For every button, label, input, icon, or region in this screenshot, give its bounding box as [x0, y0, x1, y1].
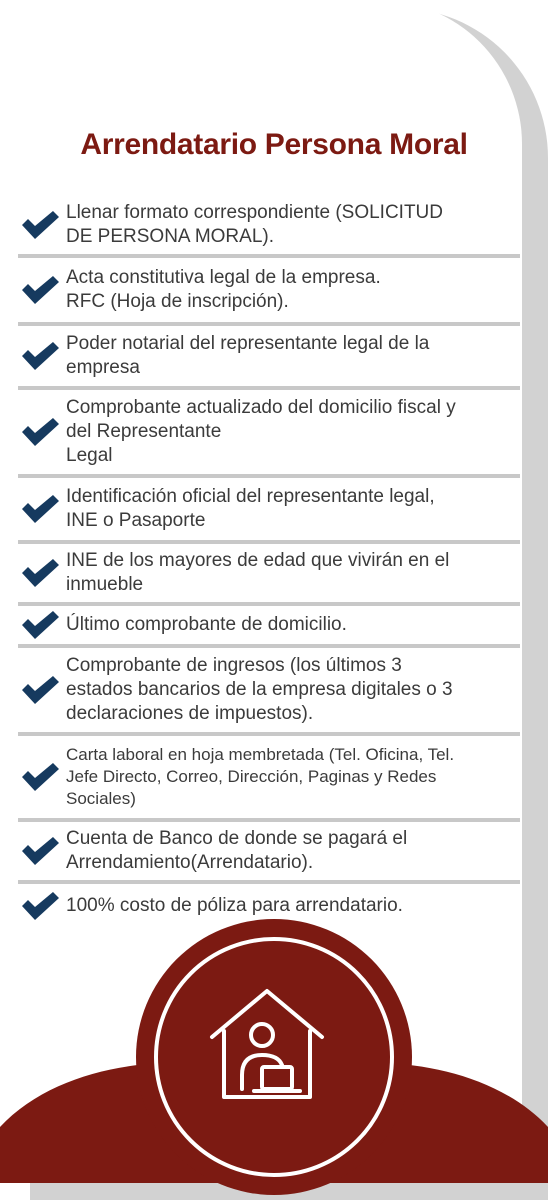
list-item [18, 478, 520, 544]
page-title: Arrendatario Persona Moral [80, 128, 468, 161]
requirement-text: Comprobante actualizado del domicilio fiscal y del Representante Legal [66, 397, 456, 466]
list-item [18, 822, 520, 884]
requirement-text: Identificación oficial del representante legal, INE o Pasaporte [66, 486, 435, 531]
checkmark-icon [20, 610, 60, 640]
requirement-text: Cuenta de Banco de donde se pagará el Arrendamiento(Arrendatario). [66, 828, 408, 873]
checkmark-icon [20, 558, 60, 588]
requirement-text: Acta constitutiva legal de la empresa. RFC (Hoja de inscripción). [66, 267, 381, 312]
requirement-text: 100% costo de póliza para arrendatario. [66, 895, 403, 916]
requirement-text: Último comprobante de domicilio. [66, 614, 347, 635]
checkmark-icon [20, 210, 60, 240]
list-item [18, 736, 520, 822]
list-item [18, 606, 520, 648]
list-item [18, 258, 520, 326]
list-item [18, 326, 520, 390]
requirement-text: INE de los mayores de edad que vivirán en el inmueble [66, 550, 450, 595]
checkmark-icon [20, 762, 60, 792]
list-item [18, 196, 520, 258]
checkmark-icon [20, 675, 60, 705]
checkmark-icon [20, 341, 60, 371]
checkmark-icon [20, 836, 60, 866]
requirement-text: Carta laboral en hoja membretada (Tel. Oficina, Tel. Jefe Directo, Correo, Dirección, Paginas y Redes Sociales) [66, 745, 455, 808]
footer-emblem [0, 915, 548, 1200]
requirement-text: Llenar formato correspondiente (SOLICITUD DE PERSONA MORAL). [66, 202, 443, 247]
checkmark-icon [20, 417, 60, 447]
list-item [18, 544, 520, 606]
requirement-text: Comprobante de ingresos (los últimos 3 estados bancarios de la empresa digitales o 3 declaraciones de impuestos). [66, 655, 453, 724]
checkmark-icon [20, 275, 60, 305]
requirements-list [18, 196, 520, 928]
requirement-text: Poder notarial del representante legal de la empresa [66, 333, 430, 378]
list-item [18, 648, 520, 736]
list-item [18, 390, 520, 478]
checkmark-icon [20, 494, 60, 524]
